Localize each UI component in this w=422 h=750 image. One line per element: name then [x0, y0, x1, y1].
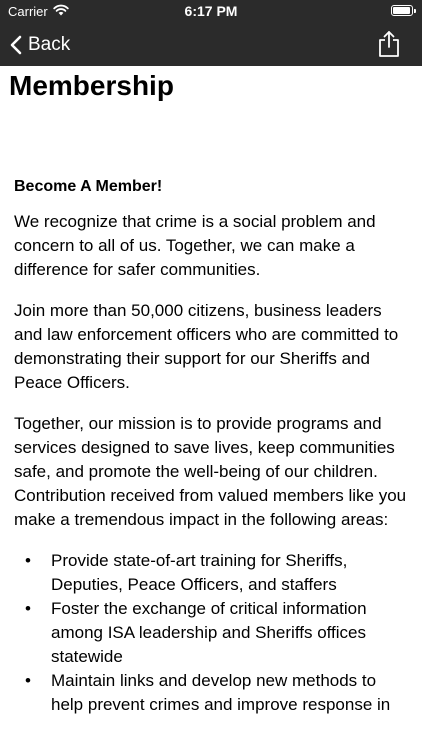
navigation-bar: [0, 24, 422, 66]
intro-paragraph: We recognize that crime is a social problem and concern to all of us. Together, we can make a difference for safer communities.: [14, 212, 376, 279]
membership-content: [14, 177, 410, 717]
back-label: Back: [28, 34, 71, 55]
list-item: [14, 597, 410, 669]
bullet: •: [25, 671, 31, 690]
bullet: •: [25, 551, 31, 570]
back-button[interactable]: [10, 32, 70, 58]
list-item-text: Maintain links and develop new methods to help prevent crimes and improve response in: [51, 671, 391, 714]
list-item: [14, 669, 410, 717]
battery-fill: [393, 7, 410, 14]
impact-list: [14, 549, 410, 717]
bullet: •: [25, 599, 31, 618]
list-item-text: Foster the exchange of critical information among ISA leadership and Sheriffs offices statewide: [51, 599, 367, 666]
share-icon[interactable]: [376, 30, 402, 58]
page-title: Membership: [9, 70, 174, 101]
carrier-label: Carrier: [8, 4, 48, 19]
list-item-text: Provide state-of-art training for Sheriffs, Deputies, Peace Officers, and staffers: [51, 551, 348, 594]
status-time: 6:17 PM: [184, 3, 238, 19]
battery-icon: [391, 5, 413, 16]
join-paragraph: Join more than 50,000 citizens, business leaders and law enforcement officers who are committed to demonstrating their support for our Sheriffs and Peace Officers.: [14, 301, 399, 392]
chevron-left-icon: [10, 35, 22, 55]
section-heading: Become A Member!: [14, 178, 163, 195]
mission-paragraph: Together, our mission is to provide programs and services designed to save lives, keep communities safe, and promote the well-being of our children. Contribution received from valued members like you make a tremendous impact in the following areas:: [14, 414, 407, 529]
status-bar: [0, 0, 422, 24]
list-item: [14, 549, 410, 597]
